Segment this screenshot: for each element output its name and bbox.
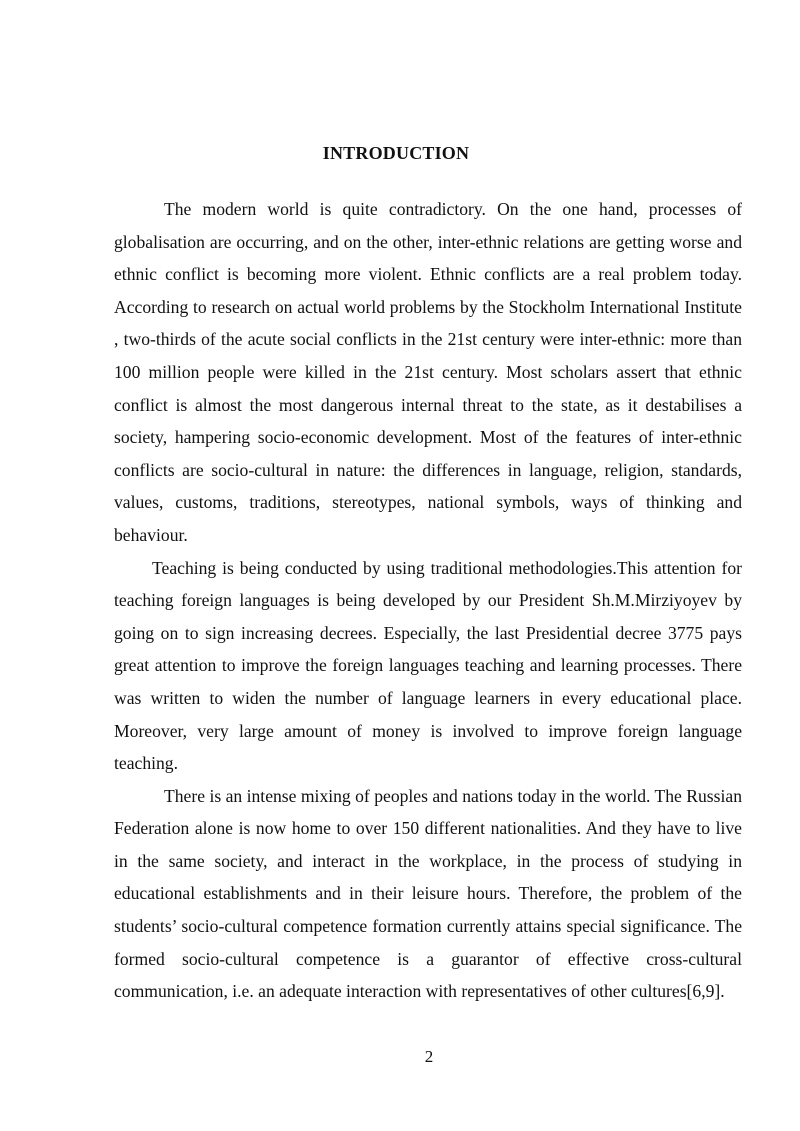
paragraph-2: Teaching is being conducted by using traditional methodologies.This attention for teaching foreign languages is being developed by our President Sh.M.Mirziyoyev by going on to sign increasing decrees. Especially, the last Presidential decree 3775 pays great attention to improve the foreign languages teaching and learning processes. There was written to widen the number of language learners in every educational place. Moreover, very large amount of money is involved to improve foreign language teaching. bbox=[114, 557, 742, 774]
section-heading: INTRODUCTION bbox=[322, 143, 470, 163]
page-number: 2 bbox=[424, 1047, 434, 1066]
body-text bbox=[114, 193, 742, 1008]
paragraph-1: The modern world is quite contradictory. On the one hand, processes of globalisation are occurring, and on the other, inter-ethnic relations are getting worse and ethnic conflict is becoming more violent. Ethnic conflicts are a real problem today. According to research on actual world problems by the Stockholm International Institute , two-thirds of the acute social conflicts in the 21st century were inter-ethnic: more than 100 million people were killed in the 21st century. Most scholars assert that ethnic conflict is almost the most dangerous internal threat to the state, as it destabilises a society, hampering socio-economic development. Most of the features of inter-ethnic conflicts are socio-cultural in nature: the differences in language, religion, standards, values, customs, traditions, stereotypes, national symbols, ways of thinking and behaviour. bbox=[114, 199, 742, 545]
paragraph-3: There is an intense mixing of peoples and nations today in the world. The Russian Federation alone is now home to over 150 different nationalities. And they have to live in the same society, and interact in the workplace, in the process of studying in educational establishments and in their leisure hours. Therefore, the problem of the students’ socio-cultural competence formation currently attains special significance. The formed socio-cultural competence is a guarantor of effective cross-cultural communication, i.e. an adequate interaction with representatives of other cultures[6,9]. bbox=[114, 785, 742, 1002]
